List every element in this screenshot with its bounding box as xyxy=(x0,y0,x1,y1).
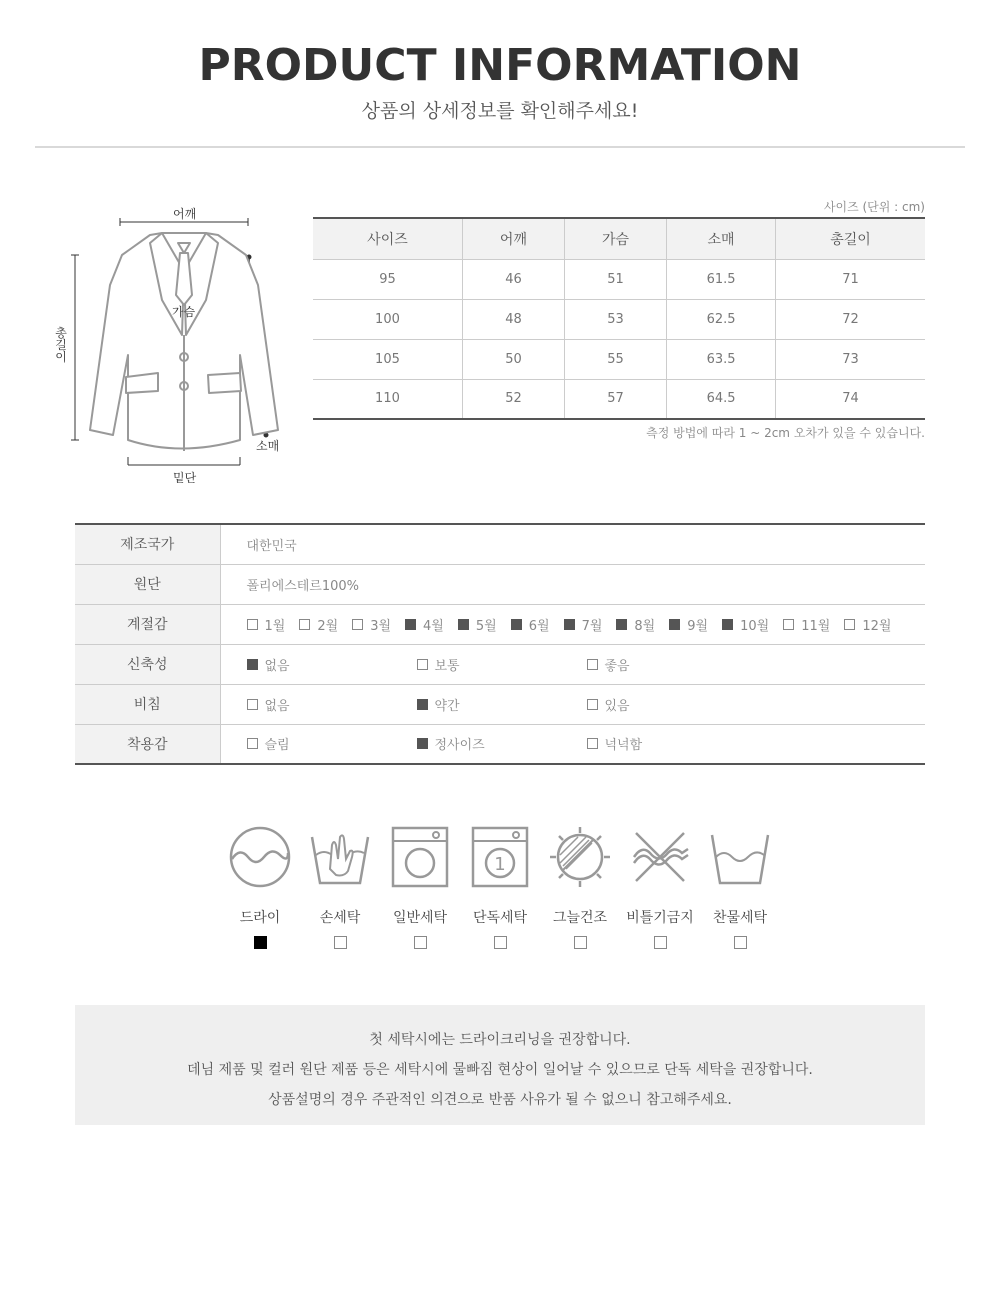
table-cell: 52 xyxy=(462,379,564,419)
table-cell: 100 xyxy=(313,299,462,339)
table-cell: 53 xyxy=(565,299,667,339)
info-label: 제조국가 xyxy=(75,524,220,564)
care-checkbox xyxy=(654,936,667,949)
do-not-wring-icon xyxy=(628,825,692,889)
option-item xyxy=(299,615,338,634)
care-label: 비틀기금지 xyxy=(626,910,694,926)
care-label: 단독세탁 xyxy=(472,910,528,926)
option-item xyxy=(405,615,444,634)
option-checkbox xyxy=(405,619,416,630)
info-row-country xyxy=(75,524,925,564)
page-subtitle: 상품의 상세정보를 확인해주세요! xyxy=(361,100,639,122)
jacket-measurement-diagram xyxy=(40,195,300,495)
option-checkbox xyxy=(587,738,598,749)
option-item xyxy=(783,615,830,634)
table-cell: 55 xyxy=(565,339,667,379)
option-item xyxy=(417,655,587,674)
info-label: 신축성 xyxy=(75,644,220,684)
option-item xyxy=(511,615,550,634)
table-cell: 95 xyxy=(313,259,462,299)
table-cell: 74 xyxy=(776,379,925,419)
option-label: 2월 xyxy=(317,618,339,634)
notice-line: 데님 제품 및 컬러 원단 제품 등은 세탁시에 물빠짐 현상이 일어날 수 있으므로 단독 세탁을 권장합니다. xyxy=(187,1062,813,1078)
info-label: 계절감 xyxy=(75,604,220,644)
option-label: 없음 xyxy=(264,658,290,674)
info-row-sheer xyxy=(75,684,925,724)
option-checkbox xyxy=(722,619,733,630)
table-cell: 73 xyxy=(776,339,925,379)
option-label: 약간 xyxy=(434,698,460,714)
info-row-season xyxy=(75,604,925,644)
option-checkbox xyxy=(247,738,258,749)
care-checkbox xyxy=(334,936,347,949)
option-label: 3월 xyxy=(370,618,392,634)
care-checkbox xyxy=(734,936,747,949)
option-label: 10월 xyxy=(740,618,770,634)
info-label: 비침 xyxy=(75,684,220,724)
table-cell: 46 xyxy=(462,259,564,299)
care-label: 찬물세탁 xyxy=(712,910,768,926)
option-checkbox xyxy=(247,619,258,630)
option-checkbox xyxy=(417,659,428,670)
table-cell: 61.5 xyxy=(667,259,776,299)
table-cell: 62.5 xyxy=(667,299,776,339)
table-cell: 110 xyxy=(313,379,462,419)
info-row-fit xyxy=(75,724,925,764)
season-options xyxy=(247,615,926,634)
sleeve-label: 소매 xyxy=(256,439,280,453)
chest-label: 가슴 xyxy=(172,305,196,319)
option-checkbox xyxy=(844,619,855,630)
option-item xyxy=(722,615,769,634)
option-item xyxy=(247,695,417,714)
option-item xyxy=(247,734,417,753)
option-label: 12월 xyxy=(862,618,892,634)
option-checkbox xyxy=(417,738,428,749)
option-checkbox xyxy=(564,619,575,630)
measurement-note: 측정 방법에 따라 1 ~ 2cm 오차가 있을 수 있습니다. xyxy=(646,426,925,440)
option-label: 9월 xyxy=(687,618,709,634)
option-checkbox xyxy=(299,619,310,630)
product-info-table xyxy=(75,523,925,765)
option-checkbox xyxy=(783,619,794,630)
option-label: 8월 xyxy=(634,618,656,634)
size-table-header: 사이즈 xyxy=(313,218,462,259)
care-checkbox xyxy=(494,936,507,949)
notice-box xyxy=(75,1005,925,1125)
care-item-shade-dry xyxy=(540,825,620,949)
care-checkbox xyxy=(414,936,427,949)
option-item xyxy=(417,695,587,714)
table-cell: 64.5 xyxy=(667,379,776,419)
care-checkbox xyxy=(574,936,587,949)
option-checkbox xyxy=(458,619,469,630)
care-label: 그늘건조 xyxy=(552,910,608,926)
option-checkbox xyxy=(616,619,627,630)
cold-wash-icon xyxy=(708,825,772,889)
size-table-header: 가슴 xyxy=(565,218,667,259)
option-item xyxy=(417,734,587,753)
option-label: 있음 xyxy=(604,698,630,714)
shoulder-label: 어깨 xyxy=(173,207,197,221)
info-value: 대한민국 xyxy=(220,524,925,564)
stretch-options xyxy=(247,655,926,674)
size-table-header: 총길이 xyxy=(776,218,925,259)
option-item xyxy=(844,615,891,634)
info-row-stretch xyxy=(75,644,925,684)
svg-text:1: 1 xyxy=(494,854,506,875)
fit-options xyxy=(247,734,926,753)
table-cell: 63.5 xyxy=(667,339,776,379)
option-item xyxy=(587,655,757,674)
info-label: 원단 xyxy=(75,564,220,604)
option-label: 5월 xyxy=(475,618,497,634)
care-item-dry xyxy=(220,825,300,949)
table-cell: 50 xyxy=(462,339,564,379)
table-row xyxy=(313,379,925,419)
size-table-header: 어깨 xyxy=(462,218,564,259)
option-item xyxy=(352,615,391,634)
option-checkbox xyxy=(511,619,522,630)
option-label: 11월 xyxy=(801,618,831,634)
option-item xyxy=(587,695,757,714)
table-cell: 48 xyxy=(462,299,564,339)
size-table-header-row xyxy=(313,218,925,259)
option-label: 1월 xyxy=(264,618,286,634)
table-cell: 71 xyxy=(776,259,925,299)
size-table xyxy=(313,217,925,420)
size-table-header: 소매 xyxy=(667,218,776,259)
option-checkbox xyxy=(352,619,363,630)
option-checkbox xyxy=(669,619,680,630)
option-item xyxy=(458,615,497,634)
wash-separately-icon xyxy=(468,825,532,889)
option-checkbox xyxy=(587,659,598,670)
option-item xyxy=(564,615,603,634)
option-item xyxy=(616,615,655,634)
option-checkbox xyxy=(247,659,258,670)
hem-label: 밑단 xyxy=(173,471,197,485)
care-checkbox xyxy=(254,936,267,949)
dry-clean-icon xyxy=(228,825,292,889)
option-checkbox xyxy=(247,699,258,710)
care-item-cold-wash xyxy=(700,825,780,949)
unit-note: 사이즈 (단위 : cm) xyxy=(823,200,925,214)
hand-wash-icon xyxy=(308,825,372,889)
care-label: 드라이 xyxy=(239,910,281,926)
sheer-options xyxy=(247,695,926,714)
option-label: 7월 xyxy=(581,618,603,634)
option-item xyxy=(247,615,286,634)
care-item-hand-wash xyxy=(300,825,380,949)
table-cell: 105 xyxy=(313,339,462,379)
divider xyxy=(35,146,965,148)
shade-dry-icon xyxy=(548,825,612,889)
option-item xyxy=(587,734,757,753)
table-row xyxy=(313,259,925,299)
option-checkbox xyxy=(587,699,598,710)
care-label: 일반세탁 xyxy=(392,910,448,926)
page-title: PRODUCT INFORMATION xyxy=(198,40,802,91)
option-label: 정사이즈 xyxy=(434,738,485,754)
machine-wash-icon xyxy=(388,825,452,889)
option-label: 없음 xyxy=(264,698,290,714)
option-item xyxy=(669,615,708,634)
table-cell: 57 xyxy=(565,379,667,419)
table-row xyxy=(313,299,925,339)
option-checkbox xyxy=(417,699,428,710)
option-label: 좋음 xyxy=(604,658,630,674)
care-label: 손세탁 xyxy=(319,910,361,926)
option-label: 슬림 xyxy=(264,738,290,754)
care-item-machine-wash xyxy=(380,825,460,949)
option-label: 6월 xyxy=(528,618,550,634)
table-row xyxy=(313,339,925,379)
info-value: 폴리에스테르100% xyxy=(220,564,925,604)
care-item-no-wring xyxy=(620,825,700,949)
table-cell: 51 xyxy=(565,259,667,299)
length-label: 총길이 xyxy=(55,326,67,364)
option-label: 넉넉함 xyxy=(604,738,643,754)
info-label: 착용감 xyxy=(75,724,220,764)
care-item-wash-separately xyxy=(460,825,540,949)
care-instructions xyxy=(220,825,780,955)
notice-line: 첫 세탁시에는 드라이크리닝을 권장합니다. xyxy=(369,1032,631,1048)
notice-line: 상품설명의 경우 주관적인 의견으로 반품 사유가 될 수 없으니 참고해주세요. xyxy=(268,1092,732,1108)
option-label: 보통 xyxy=(434,658,460,674)
info-row-fabric xyxy=(75,564,925,604)
table-cell: 72 xyxy=(776,299,925,339)
option-label: 4월 xyxy=(423,618,444,634)
option-item xyxy=(247,655,417,674)
